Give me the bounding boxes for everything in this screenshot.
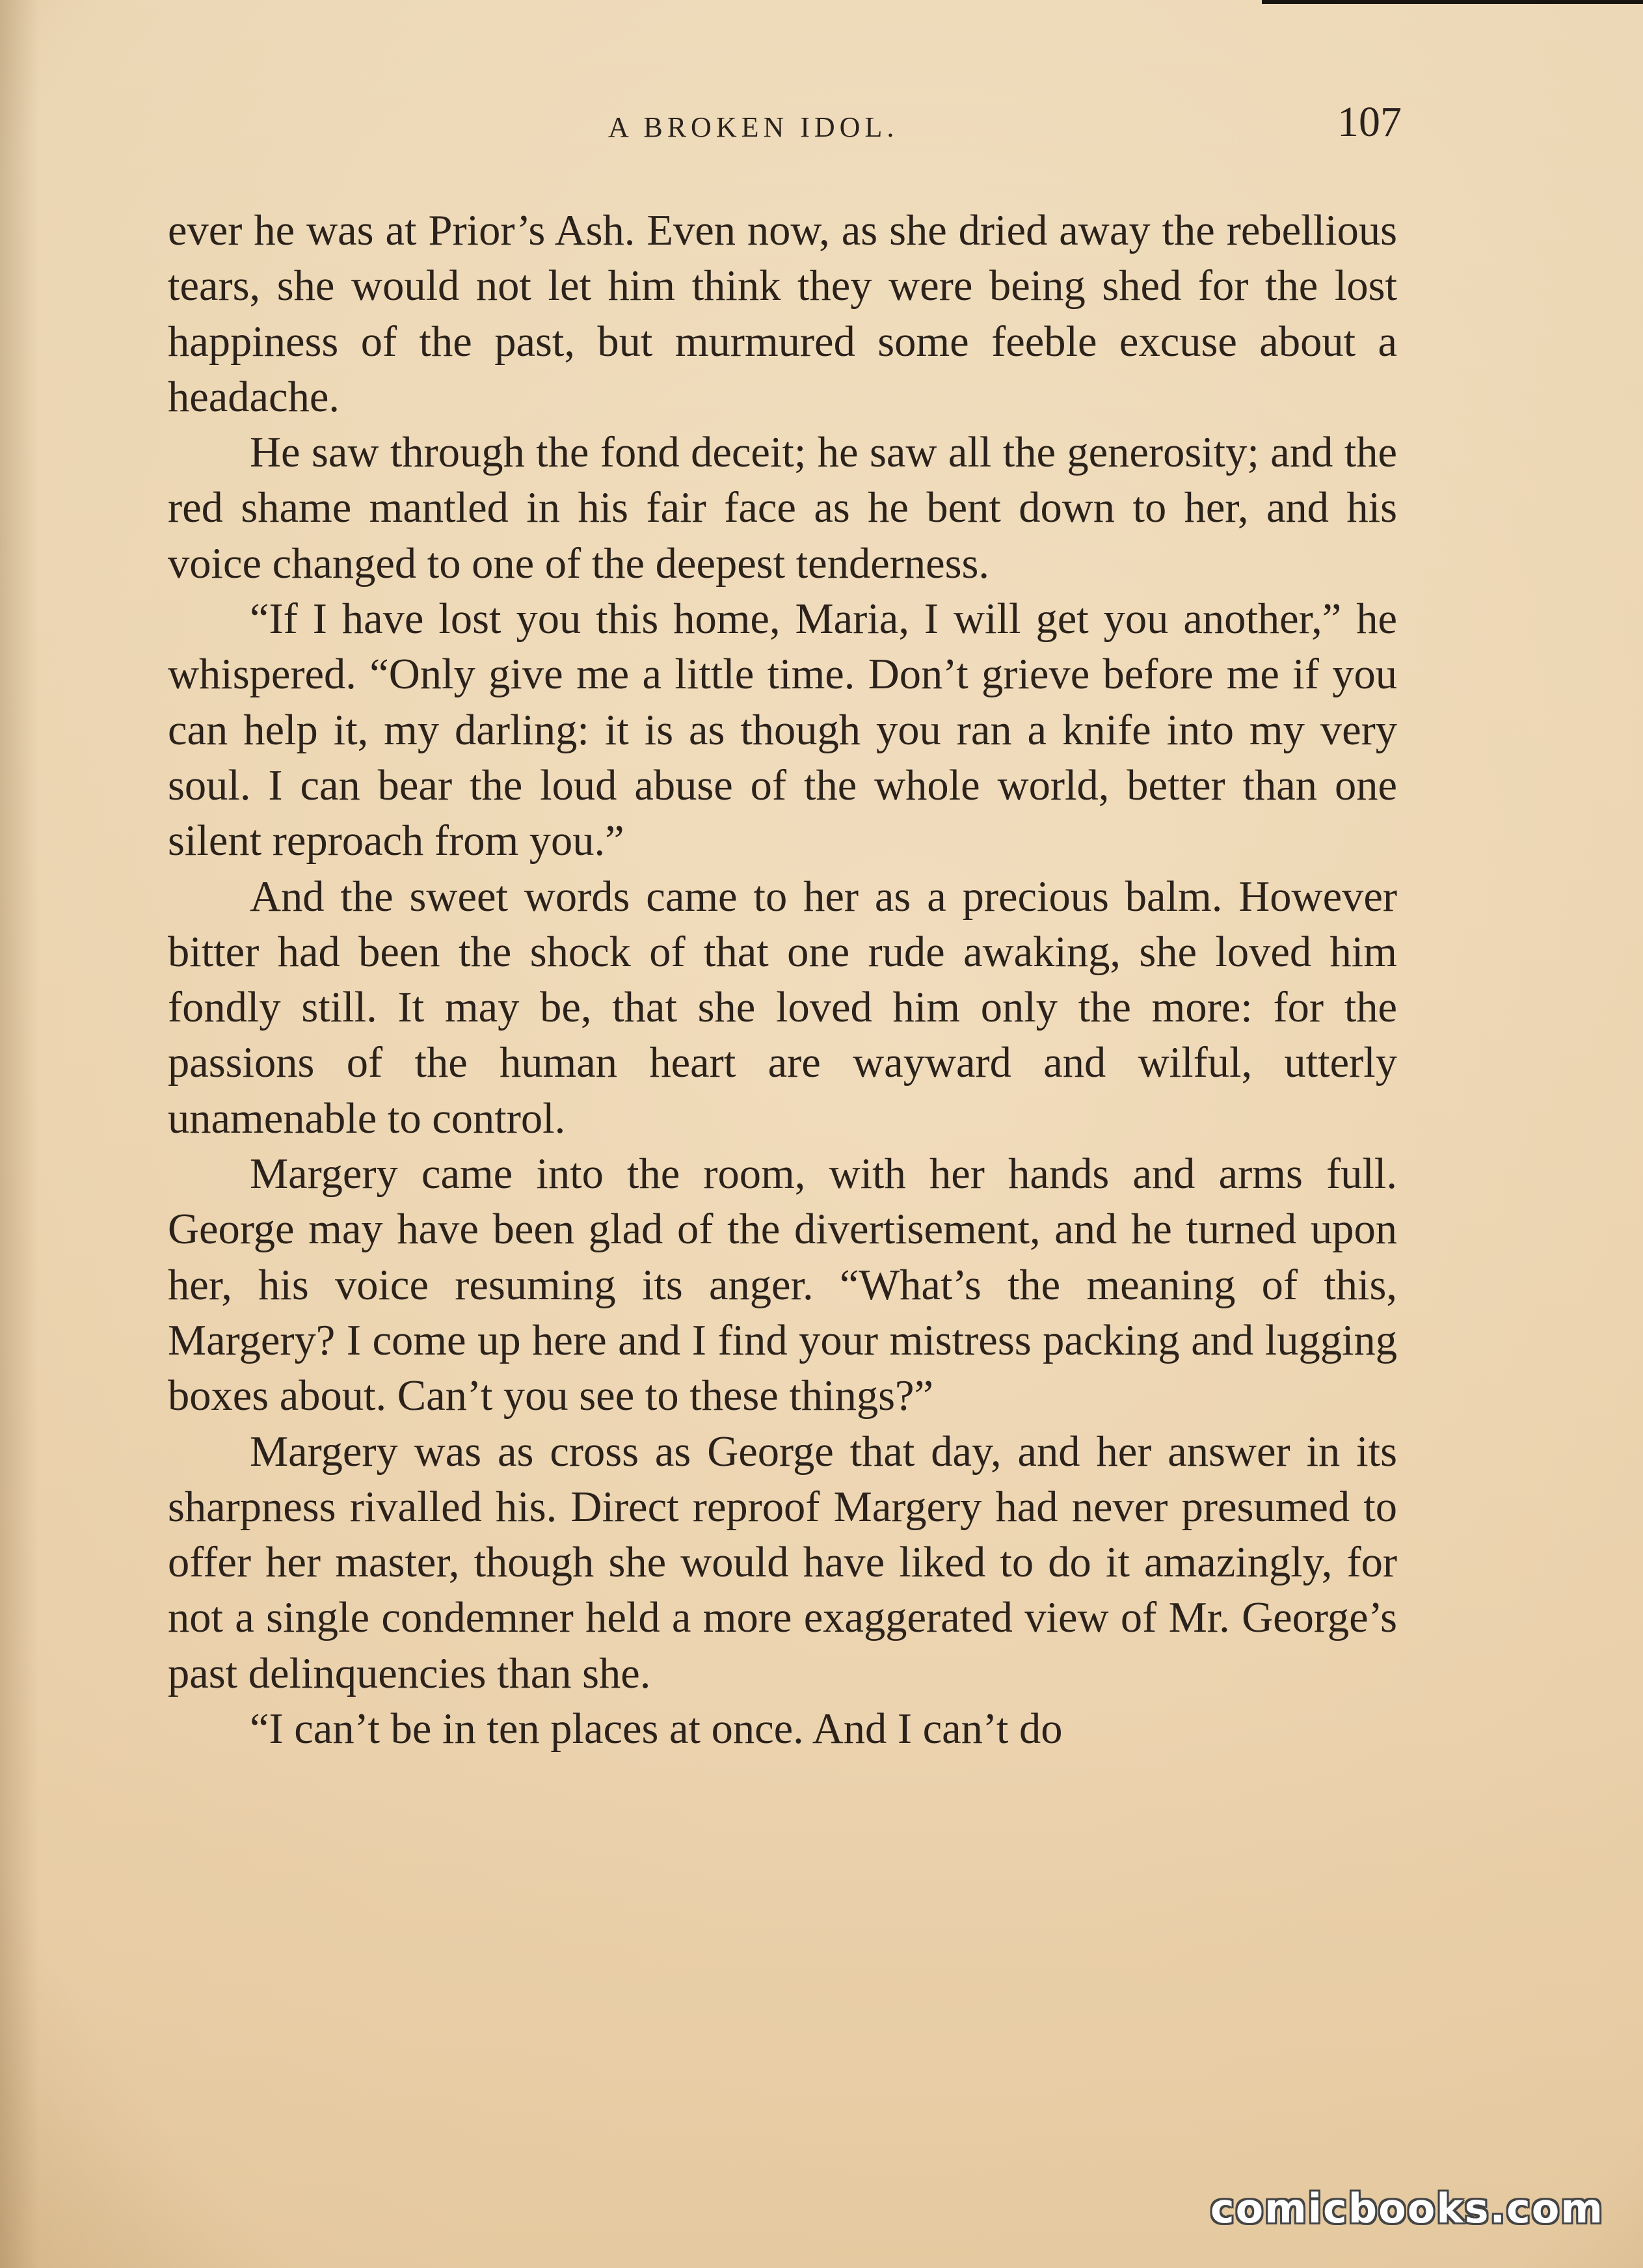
page-number: 107 [1337,98,1402,146]
running-title: A BROKEN IDOL. [608,111,899,143]
paragraph: He saw through the fond deceit; he saw all the generosity; and the red shame mantled in his fair face as he bent down to her, and his voice changed to one of the deepest tenderness. [168,429,1397,587]
paragraph: Margery came into the room, with her hands and arms full. George may have been glad of the divertisement, and he turned upon her, his voice resuming its anger. “What’s the meaning of this, Margery? I come up here and I find your mistress packing and lugging boxes about. Can’t you see to these things?” [168,1150,1397,1420]
paragraph: “If I have lost you this home, Maria, I will get you another,” he whispered. “Only give me a little time. Don’t grieve before me if you can help it, my darling: it is as though you ran a knife into my very soul. I can bear the loud abuse of the whole world, better than one silent reproach from you.” [168,595,1397,865]
body-text [168,203,1397,1757]
paragraph: And the sweet words came to her as a precious balm. However bitter had been the shock of that one rude awaking, she loved him fondly still. It may be, that she loved him only the more: for the passions of the human heart are wayward and wilful, utterly unamenable to control. [168,872,1397,1142]
top-edge-rule [1262,0,1643,4]
paragraph: Margery was as cross as George that day, and her answer in its sharpness rivalled his. Direct reproof Margery had never presumed to offer her master, though she would have liked to do it amazingly, for not a single condemner held a more exaggerated view of Mr. George’s past delinquencies than she. [168,1427,1397,1697]
site-watermark: comicbooks.com [1210,2185,1604,2232]
paragraph: ever he was at Prior’s Ash. Even now, as she dried away the rebellious tears, she would not let him think they were being shed for the lost happiness of the past, but murmured some feeble excuse about a headache. [168,207,1397,421]
binding-shadow [0,0,39,2268]
running-header [166,98,1402,163]
paragraph: “I can’t be in ten places at once. And I can’t do [250,1705,1063,1753]
